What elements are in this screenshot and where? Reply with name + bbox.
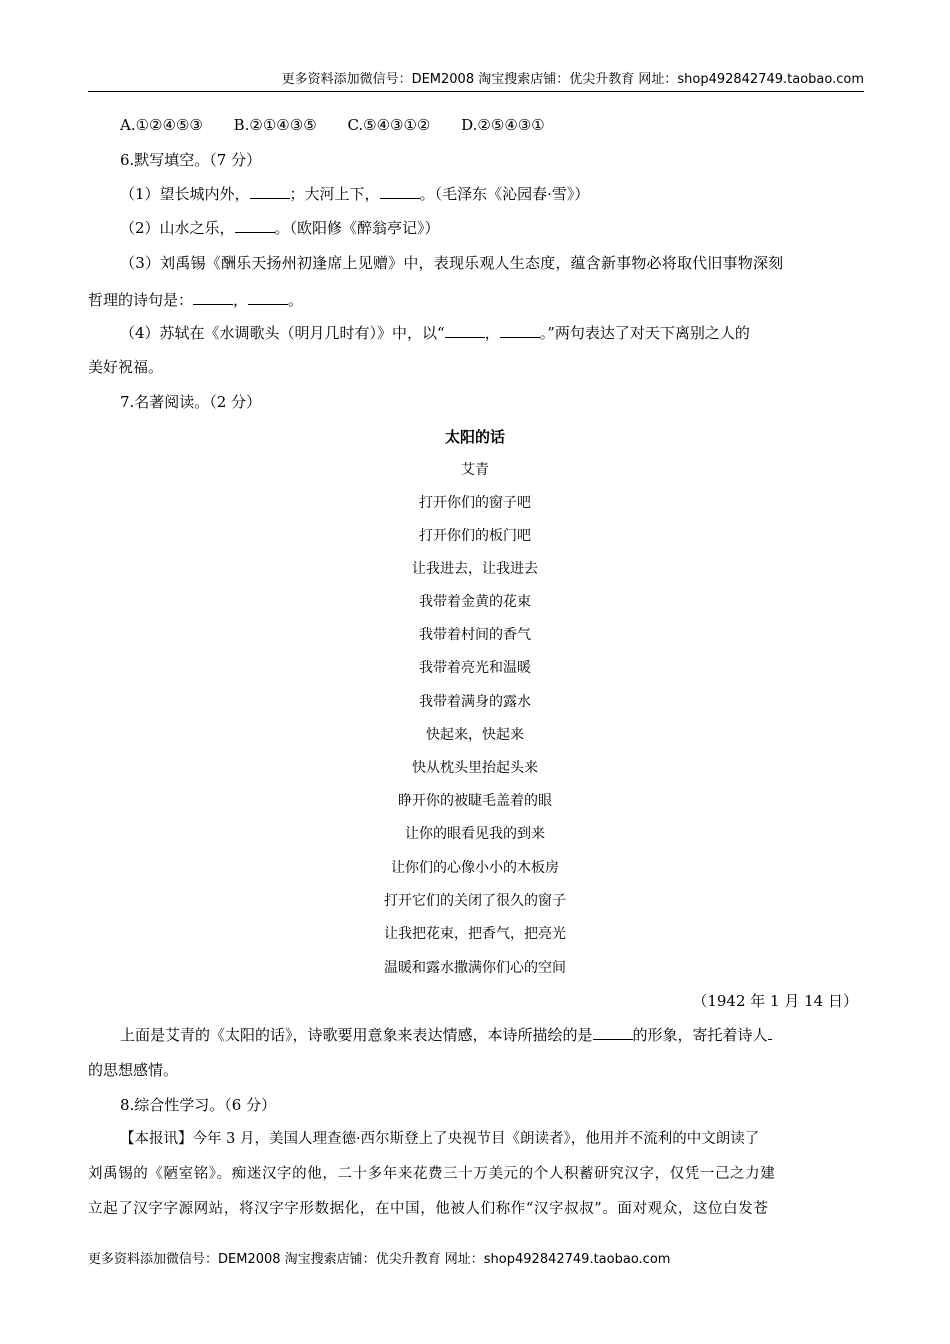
q6-item-4-line1	[88, 322, 864, 343]
q6-item-1-text-a: （1）望长城内外，	[120, 185, 250, 203]
poem-line: 我带着亮光和温暖	[419, 660, 531, 676]
answer-blank[interactable]	[193, 290, 233, 305]
q6-item-3-line2	[88, 289, 864, 310]
poem-line: 睁开你的被睫毛盖着的眼	[398, 793, 552, 809]
poem-line: 快起来，快起来	[426, 727, 524, 743]
poem-title: 太阳的话	[444, 428, 505, 446]
q6-item-4-line2: 美好祝福。	[88, 358, 164, 376]
answer-options	[88, 116, 864, 134]
poem-line: 让我进去，让我进去	[412, 561, 538, 577]
poem-line: 让我把花束，把香气，把亮光	[384, 926, 566, 942]
answer-blank[interactable]	[500, 323, 540, 338]
q8-paragraph-line3: 立起了汉字字源网站，将汉字字形数据化，在中国，他被人们称作“汉字叔叔”。面对观众，这位白发苍	[88, 1201, 769, 1217]
poem-line: 让你们的心像小小的木板房	[391, 860, 559, 876]
poem-line: 快从枕头里抬起头来	[412, 760, 538, 776]
answer-blank[interactable]	[445, 323, 485, 338]
option-b: B.②①④③⑤	[233, 116, 317, 134]
answer-blank[interactable]	[248, 290, 288, 305]
answer-blank[interactable]	[250, 184, 290, 199]
q6-item-1-text-b: ；大河上下，	[289, 185, 380, 203]
option-d: D.②⑤④③①	[461, 116, 545, 134]
q8-paragraph-line1: 【本报讯】今年 3 月，美国人理查德·西尔斯登上了央视节目《朗读者》，他用并不流利的中文朗读了	[120, 1131, 760, 1147]
option-a: A.①②④⑤③	[120, 116, 203, 134]
q6-item-3-text-b: ，	[233, 291, 249, 309]
q6-item-3-text-c: 。	[288, 291, 304, 309]
poem-author: 艾青	[461, 462, 489, 478]
option-c: C.⑤④③①②	[347, 116, 431, 134]
q6-item-1-text-c: 。（毛泽东《沁园春·雪》）	[419, 185, 590, 203]
q6-item-2-text-a: （2）山水之乐，	[120, 219, 235, 237]
q8-paragraph-line2: 刘禹锡的《陋室铭》。痴迷汉字的他，二十多年来花费三十万美元的个人积蓄研究汉字，仅凭一己之力建	[88, 1166, 776, 1182]
q6-item-3-line1: （3）刘禹锡《酬乐天扬州初逢席上见赠》中，表现乐观人生态度，蕴含新事物必将取代旧事物深刻	[120, 254, 784, 272]
poem-line: 我带着满身的露水	[419, 694, 531, 710]
q6-item-2	[88, 217, 864, 238]
answer-blank[interactable]	[593, 1025, 633, 1040]
answer-blank[interactable]	[235, 218, 275, 233]
q6-item-3-text-a: 哲理的诗句是：	[88, 291, 194, 309]
q6-item-1	[88, 183, 864, 204]
q8-title: 8.综合性学习。（6 分）	[120, 1096, 277, 1114]
q7-question-text-a: 上面是艾青的《太阳的话》，诗歌要用意象来表达情感，本诗所描绘的是	[120, 1026, 593, 1044]
page-header: 更多资料添加微信号：DEM2008 淘宝搜索店铺：优尖升教育 网址：shop492842749.taobao.com	[88, 68, 864, 92]
poem-line: 让你的眼看见我的到来	[405, 826, 545, 842]
poem-line: 我带着金黄的花束	[419, 594, 531, 610]
q6-item-4-text-c: 。”两句表达了对天下离别之人的	[539, 324, 750, 342]
q7-question-line1	[88, 1024, 864, 1045]
poem-line: 打开它们的关闭了很久的窗子	[384, 893, 566, 909]
page-footer: 更多资料添加微信号：DEM2008 淘宝搜索店铺：优尖升教育 网址：shop492842749.taobao.com	[88, 1252, 671, 1267]
q6-title: 6.默写填空。（7 分）	[120, 151, 262, 169]
poem-line: 打开你们的板门吧	[419, 528, 531, 544]
poem-line: 温暖和露水撒满你们心的空间	[384, 960, 566, 976]
q6-item-2-text-b: 。（欧阳修《醉翁亭记》）	[274, 219, 440, 237]
q7-title: 7.名著阅读。（2 分）	[120, 393, 262, 411]
poem-line: 打开你们的窗子吧	[419, 495, 531, 511]
q6-item-4-text-a: （4）苏轼在《水调歌头（明月几时有）》中，以“	[120, 324, 445, 342]
q7-question-text-b: 的形象，寄托着诗人	[632, 1026, 768, 1044]
poem-date: （1942 年 1 月 14 日）	[692, 992, 858, 1010]
q6-item-4-text-b: ，	[484, 324, 500, 342]
answer-blank[interactable]	[380, 184, 420, 199]
poem-line: 我带着村间的香气	[419, 627, 531, 643]
q7-question-line2: 的思想感情。	[88, 1061, 179, 1079]
answer-blank[interactable]	[768, 1025, 772, 1040]
